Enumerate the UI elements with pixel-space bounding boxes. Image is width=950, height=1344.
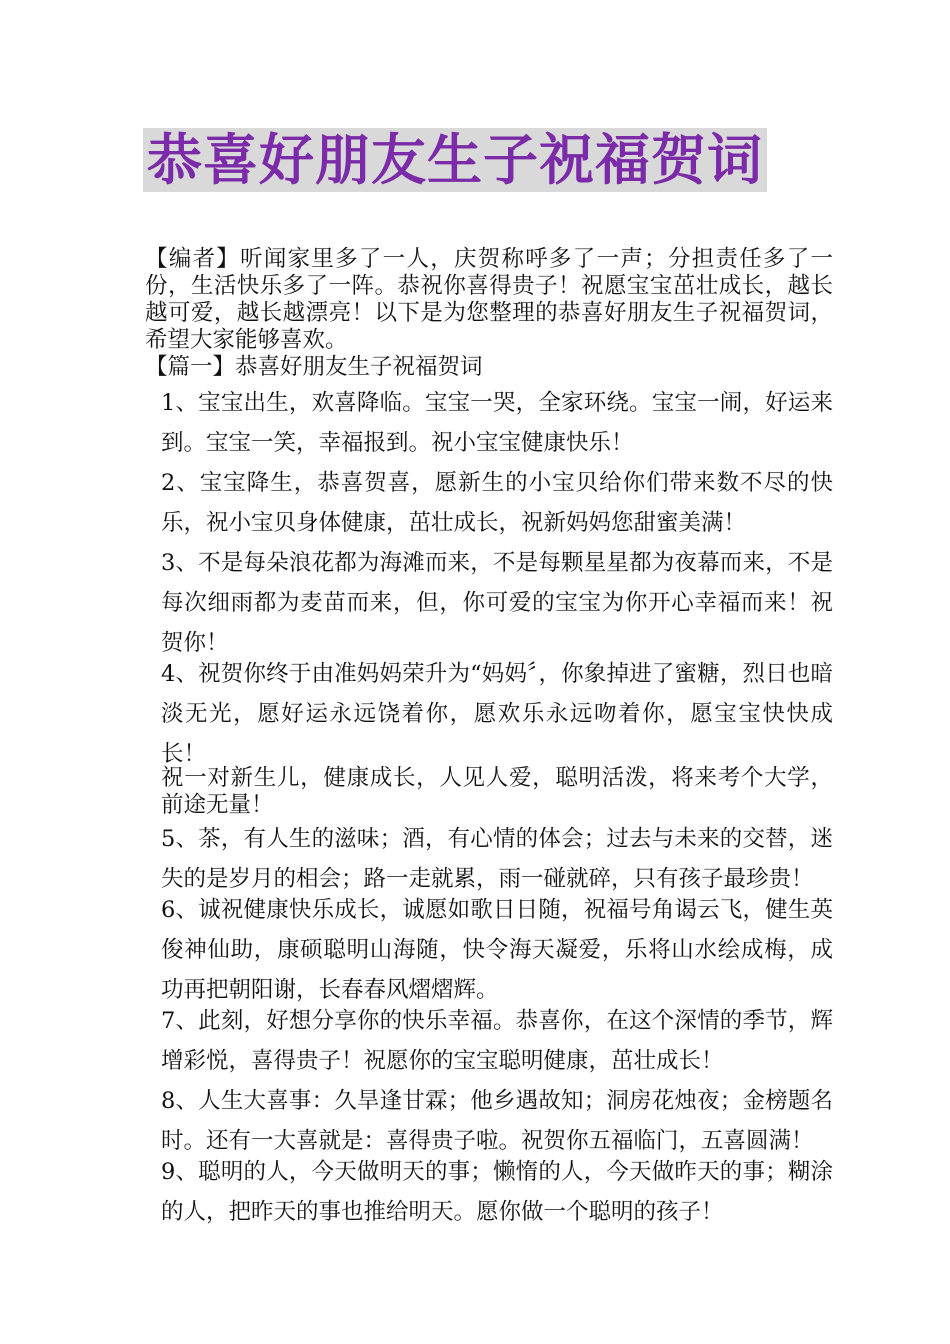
intro-paragraph: 【编者】听闻家里多了一人，庆贺称呼多了一声；分担责任多了一份，生活快乐多了一阵。恭祝你喜得贵子！祝愿宝宝茁壮成长，越长越可爱，越长越漂亮！以下是为您整理的恭喜好朋友生子祝福贺词，希望大家能够喜欢。	[145, 246, 833, 353]
document-body	[145, 246, 833, 1232]
wish-item-5: 5、茶，有人生的滋味；酒，有心情的体会；过去与未来的交替，迷失的是岁月的相会；路一走就累，雨一碰就碎，只有孩子最珍贵！	[161, 826, 833, 892]
wish-item-6: 6、诚祝健康快乐成长，诚愿如歌日日随，祝福号角谒云飞，健生英俊神仙助，康硕聪明山海随，快令海天凝爱，乐将山水绘成梅，成功再把朝阳谢，长春春风熠熠辉。	[161, 897, 833, 1003]
wish-item-4: 4、祝贺你终于由准妈妈荣升为“妈妈〞，你象掉进了蜜糖，烈日也暗淡无光，愿好运永远饶着你，愿欢乐永远吻着你，愿宝宝快快成长！	[161, 661, 833, 767]
wish-item-extra: 祝一对新生儿，健康成长，人见人爱，聪明活泼，将来考个大学，前途无量！	[161, 765, 833, 818]
wish-item-1: 1、宝宝出生，欢喜降临。宝宝一哭，全家环绕。宝宝一闹，好运来到。宝宝一笑，幸福报到。祝小宝宝健康快乐！	[161, 390, 833, 456]
page-title: 恭喜好朋友生子祝福贺词	[147, 128, 764, 192]
wish-item-2: 2、宝宝降生，恭喜贺喜，愿新生的小宝贝给你们带来数不尽的快乐，祝小宝贝身体健康，茁壮成长，祝新妈妈您甜蜜美满！	[161, 470, 833, 536]
wish-item-3: 3、不是每朵浪花都为海滩而来，不是每颗星星都为夜幕而来，不是每次细雨都为麦苗而来，但，你可爱的宝宝为你开心幸福而来！祝贺你！	[161, 550, 833, 656]
section-heading: 【篇一】恭喜好朋友生子祝福贺词	[145, 354, 483, 380]
wish-item-8: 8、人生大喜事：久旱逢甘霖；他乡遇故知；洞房花烛夜；金榜题名时。还有一大喜就是：喜得贵子啦。祝贺你五福临门，五喜圆满！	[161, 1088, 833, 1154]
wish-item-7: 7、此刻，好想分享你的快乐幸福。恭喜你，在这个深情的季节，辉增彩悦，喜得贵子！祝愿你的宝宝聪明健康，茁壮成长！	[161, 1008, 833, 1074]
title-highlight	[143, 128, 767, 192]
wish-item-9: 9、聪明的人，今天做明天的事；懒惰的人，今天做昨天的事；糊涂的人，把昨天的事也推给明天。愿你做一个聪明的孩子！	[161, 1159, 833, 1225]
